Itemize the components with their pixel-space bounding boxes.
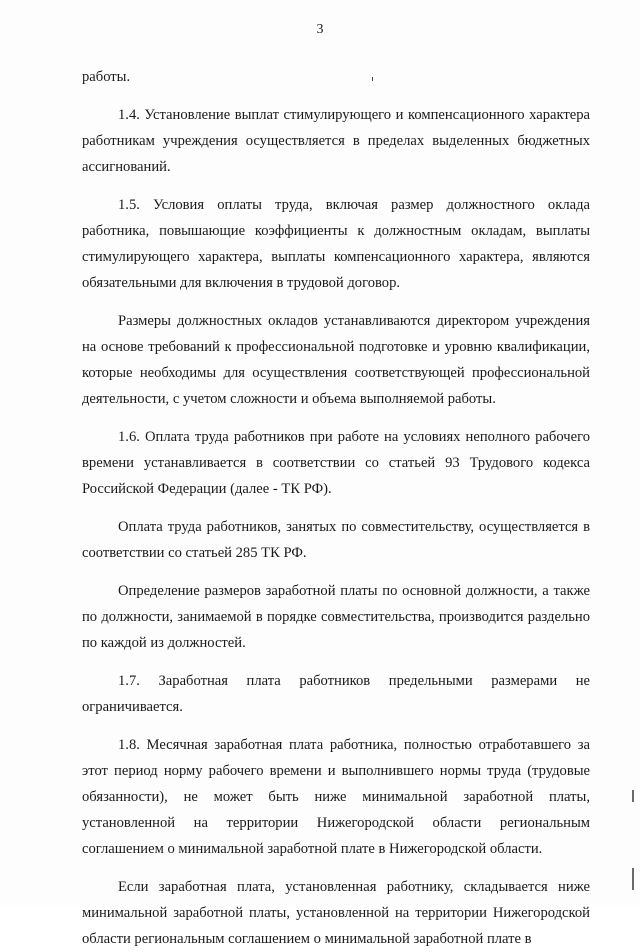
paragraph-continuation: работы. xyxy=(82,69,131,85)
paragraph-part-time: Оплата труда работников, занятых по совместительству, осуществляется в соответствии со статьей 285 ТК РФ. xyxy=(82,519,590,561)
document-body xyxy=(82,64,590,952)
paragraph-minimum-wage: Если заработная плата, установленная работнику, складывается ниже минимальной заработной платы, установленной на территории Нижегородской области региональным соглашением о минимальной заработной плате в xyxy=(82,879,590,947)
paragraph-salary-determination: Определение размеров заработной платы по основной должности, а также по должности, занимаемой в порядке совместительства, производится раздельно по каждой из должностей. xyxy=(82,583,590,651)
paragraph-1-5: 1.5. Условия оплаты труда, включая размер должностного оклада работника, повышающие коэффициенты к должностным окладам, выплаты стимулирующего характера, выплаты компенсационного характера, являются обязательными для включения в трудовой договор. xyxy=(82,197,590,291)
paragraph-salary-sizes: Размеры должностных окладов устанавливаются директором учреждения на основе требований к профессиональной подготовке и уровню квалификации, которые необходимы для осуществления соответствующей профессиональной деятельности, с учетом сложности и объема выполняемой работы. xyxy=(82,313,590,407)
paragraph-1-8: 1.8. Месячная заработная плата работника, полностью отработавшего за этот период норму рабочего времени и выполнившего нормы труда (трудовые обязанности), не может быть ниже минимальной заработной платы, установленной на территории Нижегородской области региональным соглашением о минимальной заработной плате в Нижегородской области. xyxy=(82,737,590,857)
paragraph-1-6: 1.6. Оплата труда работников при работе на условиях неполного рабочего времени устанавливается в соответствии со статьей 93 Трудового кодекса Российской Федерации (далее - ТК РФ). xyxy=(82,429,590,497)
scan-edge-mark xyxy=(632,868,634,890)
paragraph-1-7: 1.7. Заработная плата работников предельными размерами не ограничивается. xyxy=(82,673,590,715)
page-number: 3 xyxy=(316,22,324,37)
paragraph-1-4: 1.4. Установление выплат стимулирующего и компенсационного характера работникам учреждения осуществляется в пределах выделенных бюджетных ассигнований. xyxy=(82,107,590,175)
scan-edge-mark xyxy=(632,790,634,802)
